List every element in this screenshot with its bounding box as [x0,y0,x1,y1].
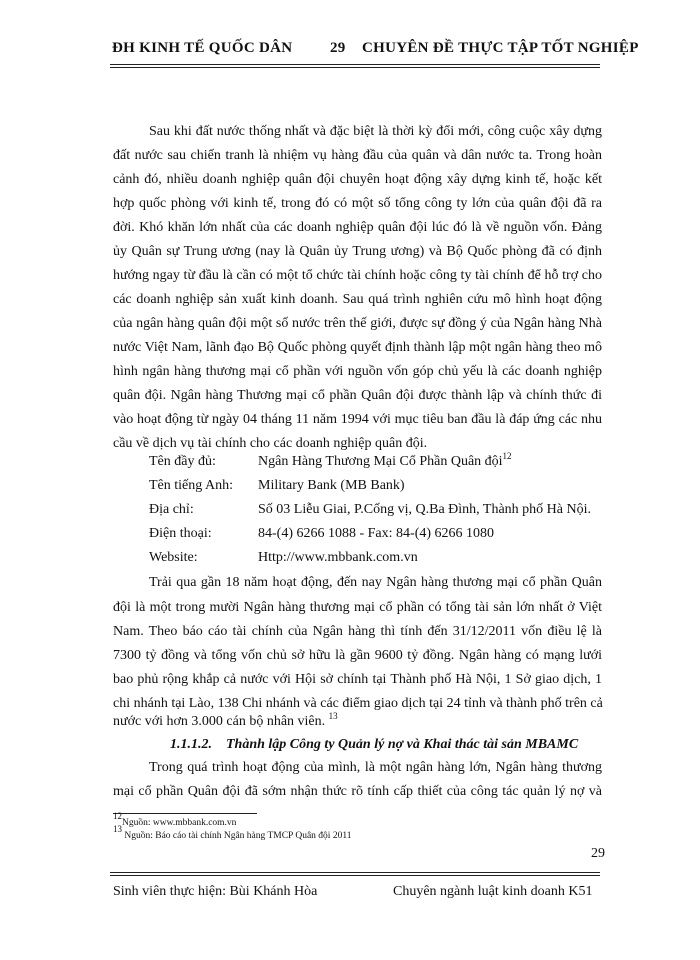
website-link[interactable]: Http://www.mbbank.com.vn [258,550,418,565]
text-line: hướng ngay từ đầu là cần có một tổ chức tài chính hoặc công ty tài chính để hỗ trợ cho [113,268,602,283]
footnote-ref-13[interactable]: 13 [328,711,338,721]
text-line: nước với hơn 3.000 cán bộ nhân viên. $^{13}$ [113,711,338,729]
english-name-value: Military Bank (MB Bank) [258,478,405,493]
header-university: ĐH KINH TẾ QUỐC DÂN [112,40,293,56]
text-line: hình ngân hàng thương mại cổ phần với nguồn vốn góp chủ yếu là các doanh nghiệp [113,364,602,379]
address-label: Địa chỉ: [149,502,194,517]
text-line: chi nhánh tại Lào, 138 Chi nhánh và các điểm giao dịch tại 24 tỉnh và thành phố trên cả [113,696,603,711]
text-line: Trong quá trình hoạt động của mình, là một ngân hàng lớn, Ngân hàng thương [149,760,602,775]
footnote-separator [113,813,257,814]
footer-student: Sinh viên thực hiện: Bùi Khánh Hòa [113,884,318,899]
footer-rule-thin [110,875,600,876]
text-line: vào hoạt động từ ngày 04 tháng 11 năm 1994 với mục tiêu ban đầu là đáp ứng các nhu [113,412,602,427]
footnote-13: $^{13}$ Nguồn: Báo cáo tài chính Ngân hàng TMCP Quân đội 2011 [113,824,352,841]
text-line: hợp quốc phòng với kinh tế, trong đó có một số tổng công ty lớn của quân đội đã ra [113,196,602,211]
text-line: Sau khi đất nước thống nhất và đặc biệt là thời kỳ đổi mới, công cuộc xây dựng [149,124,602,139]
footnote-12: $^{12}$Nguồn: www.mbbank.com.vn [113,811,237,828]
text-line: đời. Khó khăn lớn nhất của các doanh nghiệp quân đội lúc đó là về nguồn vốn. Đảng [113,220,602,235]
text-line: Trải qua gần 18 năm hoạt động, đến nay Ngân hàng thương mại cổ phần Quân [149,575,602,590]
text-line: đội là một trong mười Ngân hàng thương mại cổ phần có tổng tài sản lớn nhất ở Việt [113,600,602,615]
footnote-ref-12[interactable]: 12 [502,451,512,461]
section-title: Thành lập Công ty Quản lý nợ và Khai thác tài sản MBAMC [226,737,579,752]
text-line: 7300 tỷ đồng và tổng vốn chủ sở hữu là gần 9600 tỷ đồng. Ngân hàng có mạng lưới [113,648,602,663]
section-number: 1.1.1.2. [170,737,212,752]
full-name-label: Tên đầy đủ: [149,454,216,469]
text-line: mại cổ phần Quân đội đã sớm nhận thức rõ tính cấp thiết của công tác quản lý nợ và [113,784,602,799]
text-line: ủy Quân sự Trung ương (nay là Quân ủy Trung ương) và Bộ Quốc phòng đã có định [113,244,602,259]
phone-value: 84-(4) 6266 1088 - Fax: 84-(4) 6266 1080 [258,526,495,541]
header-rule-thin [110,67,600,68]
page-number: 29 [591,846,605,861]
header-rule [110,64,600,65]
text-line: cảnh đó, nhiều doanh nghiệp quân đội chuyên hoạt động xây dựng kinh tế, hoặc kết [113,172,602,187]
address-value: Số 03 Liễu Giai, P.Cống vị, Q.Ba Đình, Thành phố Hà Nội. [258,502,592,517]
header-page-number: 29 [330,40,346,56]
text-line: quân đội. Ngân hàng Thương mại cổ phần Quân đội được thành lập và chính thức đi [113,388,602,403]
phone-label: Điện thoại: [149,526,212,541]
text-line: bao phủ rộng khắp cả nước với Hội sở chính tại Thành phố Hà Nội, 1 Sở giao dịch, 1 [113,672,602,687]
text-line: nước Việt Nam, lãnh đạo Bộ Quốc phòng quyết định thành lập một ngân hàng theo mô [113,340,602,355]
footer-rule [110,872,600,873]
text-line: Nam. Theo báo cáo tài chính của Ngân hàng thì tính đến 31/12/2011 vốn điều lệ là [113,624,602,639]
english-name-label: Tên tiếng Anh: [149,478,233,493]
website-label: Website: [149,550,198,565]
section-heading [170,737,578,753]
full-name-value: Ngân Hàng Thương Mại Cổ Phần Quân đội$^{12}$ [258,451,512,469]
text-line: cầu về dịch vụ tài chính cho các doanh nghiệp quân đội. [113,436,428,451]
text-line: các doanh nghiệp sản xuất kinh doanh. Sau quá trình nghiên cứu mô hình hoạt động [113,292,602,307]
text-line: của ngân hàng quân đội một số nước trên thế giới, được sự đồng ý của Ngân hàng Nhà [113,316,602,331]
footer-major: Chuyên ngành luật kinh doanh K51 [393,884,593,899]
header-report-title: CHUYÊN ĐỀ THỰC TẬP TỐT NGHIỆP [362,40,639,56]
text-line: đất nước sau chiến tranh là nhiệm vụ hàng đầu của quân và dân nước ta. Trong hoàn [113,148,602,163]
